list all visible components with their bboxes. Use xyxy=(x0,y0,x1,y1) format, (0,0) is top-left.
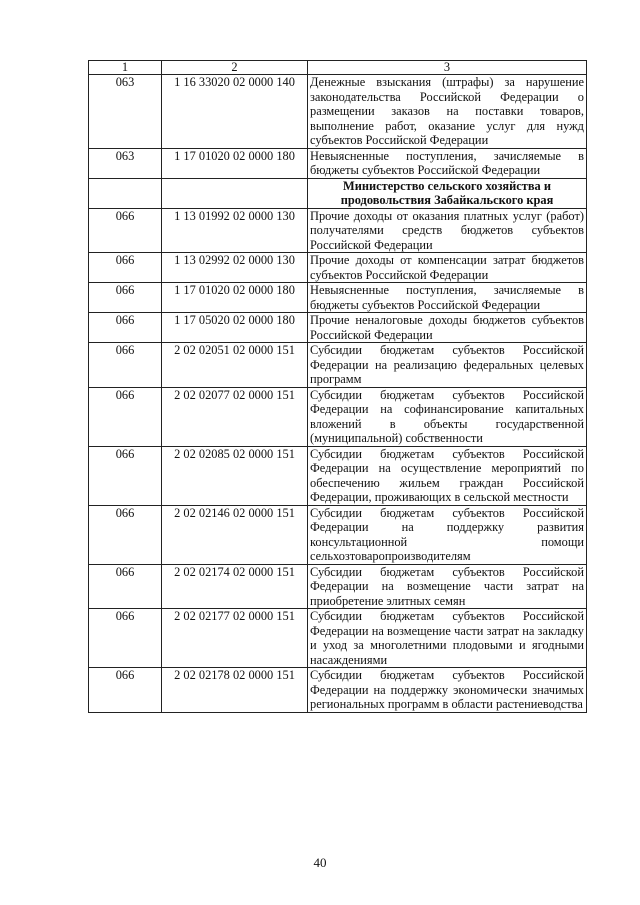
description-cell: Невыясненные поступления, зачисляемые в бюджеты субъектов Российской Федерации xyxy=(308,283,587,313)
description-cell: Субсидии бюджетам субъектов Российской Федерации на осуществление мероприятий по обеспечению жильем граждан Российской Федерации, проживающих в сельской местности xyxy=(308,446,587,505)
revenue-code-cell: 2 02 02177 02 0000 151 xyxy=(162,609,308,668)
table-row xyxy=(89,564,587,609)
revenue-code-cell: 2 02 02077 02 0000 151 xyxy=(162,387,308,446)
revenue-code-cell: 1 16 33020 02 0000 140 xyxy=(162,75,308,149)
admin-code-cell: 066 xyxy=(89,283,162,313)
description-cell: Министерство сельского хозяйства и продовольствия Забайкальского края xyxy=(308,178,587,208)
description-cell: Субсидии бюджетам субъектов Российской Федерации на поддержку развития консультационной помощи сельхозтоваропроизводителям xyxy=(308,505,587,564)
table-row xyxy=(89,148,587,178)
table-row xyxy=(89,283,587,313)
admin-code-cell: 066 xyxy=(89,609,162,668)
revenue-code-cell: 2 02 02146 02 0000 151 xyxy=(162,505,308,564)
table-row xyxy=(89,668,587,713)
description-cell: Прочие доходы от компенсации затрат бюджетов субъектов Российской Федерации xyxy=(308,253,587,283)
admin-code-cell: 066 xyxy=(89,387,162,446)
admin-code-cell: 066 xyxy=(89,505,162,564)
admin-code-cell: 066 xyxy=(89,313,162,343)
table-row xyxy=(89,253,587,283)
admin-code-cell: 063 xyxy=(89,148,162,178)
page-number: 40 xyxy=(313,855,327,870)
admin-code-cell: 066 xyxy=(89,668,162,713)
revenue-code-cell: 1 17 01020 02 0000 180 xyxy=(162,148,308,178)
table-row xyxy=(89,75,587,149)
description-cell: Субсидии бюджетам субъектов Российской Федерации на возмещение части затрат на закладку и уход за многолетними плодовыми и ягодными насаждениями xyxy=(308,609,587,668)
revenue-code-cell: 2 02 02174 02 0000 151 xyxy=(162,564,308,609)
column-header-1: 1 xyxy=(89,61,162,75)
description-cell: Субсидии бюджетам субъектов Российской Федерации на реализацию федеральных целевых программ xyxy=(308,343,587,388)
description-cell: Прочие доходы от оказания платных услуг (работ) получателями средств бюджетов субъектов Российской Федерации xyxy=(308,208,587,253)
admin-code-cell: 066 xyxy=(89,446,162,505)
section-heading-row xyxy=(89,178,587,208)
revenue-code-cell: 1 17 01020 02 0000 180 xyxy=(162,283,308,313)
table-header-row xyxy=(89,61,587,75)
revenue-code-cell: 2 02 02051 02 0000 151 xyxy=(162,343,308,388)
revenue-code-cell: 1 13 01992 02 0000 130 xyxy=(162,208,308,253)
table-row xyxy=(89,387,587,446)
revenue-code-cell: 2 02 02178 02 0000 151 xyxy=(162,668,308,713)
admin-code-cell: 066 xyxy=(89,564,162,609)
admin-code-cell: 066 xyxy=(89,343,162,388)
revenue-code-cell: 1 17 05020 02 0000 180 xyxy=(162,313,308,343)
revenue-code-cell xyxy=(162,178,308,208)
description-cell: Субсидии бюджетам субъектов Российской Федерации на возмещение части затрат на приобретение элитных семян xyxy=(308,564,587,609)
table-row xyxy=(89,505,587,564)
column-header-3: 3 xyxy=(308,61,587,75)
admin-code-cell: 066 xyxy=(89,208,162,253)
table-row xyxy=(89,313,587,343)
description-cell: Субсидии бюджетам субъектов Российской Федерации на поддержку экономически значимых региональных программ в области растениеводства xyxy=(308,668,587,713)
description-cell: Прочие неналоговые доходы бюджетов субъектов Российской Федерации xyxy=(308,313,587,343)
table-body xyxy=(89,61,587,713)
revenue-code-cell: 1 13 02992 02 0000 130 xyxy=(162,253,308,283)
admin-code-cell xyxy=(89,178,162,208)
admin-code-cell: 066 xyxy=(89,253,162,283)
column-header-2: 2 xyxy=(162,61,308,75)
description-cell: Денежные взыскания (штрафы) за нарушение законодательства Российской Федерации о размещении заказов на поставки товаров, выполнение работ, оказание услуг для нужд субъектов Российской Федерации xyxy=(308,75,587,149)
revenue-code-cell: 2 02 02085 02 0000 151 xyxy=(162,446,308,505)
description-cell: Невыясненные поступления, зачисляемые в бюджеты субъектов Российской Федерации xyxy=(308,148,587,178)
revenue-codes-table xyxy=(88,60,587,713)
admin-code-cell: 063 xyxy=(89,75,162,149)
table-row xyxy=(89,609,587,668)
description-cell: Субсидии бюджетам субъектов Российской Федерации на софинансирование капитальных вложений в объекты государственной (муниципальной) собственности xyxy=(308,387,587,446)
table-row xyxy=(89,208,587,253)
table-row xyxy=(89,343,587,388)
table-row xyxy=(89,446,587,505)
